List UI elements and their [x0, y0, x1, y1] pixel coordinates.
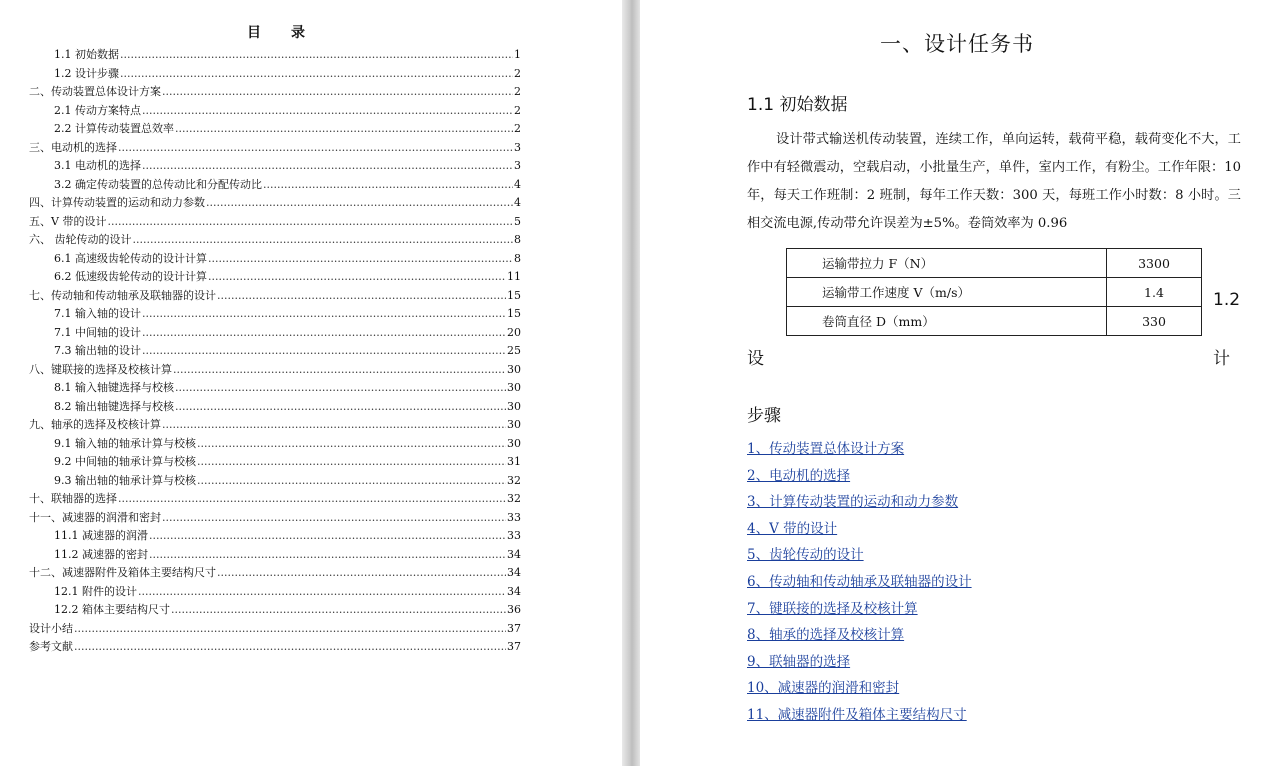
- toc-dot-leader: [149, 546, 506, 565]
- step-link[interactable]: 8、轴承的选择及校核计算: [747, 627, 905, 644]
- toc-dot-leader: [107, 213, 513, 232]
- toc-entry-text: 十、联轴器的选择: [29, 492, 117, 505]
- toc-dot-leader: [133, 231, 514, 250]
- step-link[interactable]: 10、减速器的润滑和密封: [747, 680, 900, 697]
- section-number-1-2: 1.2: [1213, 290, 1241, 310]
- toc-entry[interactable]: [29, 324, 521, 343]
- toc-entry[interactable]: [29, 305, 521, 324]
- toc-entry[interactable]: [29, 583, 521, 602]
- toc-dot-leader: [162, 509, 506, 528]
- toc-dot-leader: [162, 83, 513, 102]
- table-cell-value: 1.4: [1107, 278, 1202, 307]
- toc-entry[interactable]: [29, 157, 521, 176]
- toc-entry-text: 十一、减速器的润滑和密封: [29, 510, 161, 524]
- toc-dot-leader: [142, 102, 513, 121]
- section-heading-fragment: 设: [747, 349, 764, 369]
- page-gutter: [622, 0, 640, 766]
- toc-dot-leader: [142, 342, 506, 361]
- toc-dot-leader: [197, 435, 506, 454]
- toc-page-number: 15: [507, 288, 521, 302]
- steps-list: [747, 438, 972, 731]
- step-link[interactable]: 1、传动装置总体设计方案: [747, 441, 905, 457]
- toc-entry[interactable]: [29, 120, 521, 139]
- toc-dot-leader: [197, 472, 506, 491]
- table-cell-value: 3300: [1107, 249, 1202, 278]
- toc-entry[interactable]: [29, 435, 521, 454]
- toc-page-number: 30: [507, 362, 521, 376]
- toc-entry-text: 九、轴承的选择及校核计算: [29, 418, 161, 431]
- table-cell-value: 330: [1107, 307, 1202, 336]
- step-link[interactable]: 3、计算传动装置的运动和动力参数: [747, 494, 959, 511]
- toc-page-number: 2: [514, 122, 521, 135]
- toc-entry[interactable]: [29, 194, 521, 213]
- toc-page-number: 34: [507, 547, 521, 561]
- toc-dot-leader: [197, 453, 506, 472]
- toc-entry[interactable]: [29, 509, 521, 528]
- toc-entry[interactable]: [29, 398, 521, 417]
- toc-dot-leader: [138, 583, 506, 602]
- toc-entry-text: 七、传动轴和传动轴承及联轴器的设计: [29, 288, 216, 302]
- toc-entry-text: 1.2 设计步骤: [54, 66, 119, 80]
- toc-dot-leader: [120, 65, 513, 84]
- section-heading-1-1: 1.1 初始数据: [747, 95, 848, 115]
- toc-dot-leader: [175, 398, 506, 417]
- toc-page-number: 32: [507, 492, 521, 505]
- step-link[interactable]: 7、键联接的选择及校核计算: [747, 600, 918, 617]
- toc-entry[interactable]: [29, 46, 521, 65]
- toc-dot-leader: [74, 620, 506, 639]
- toc-page-number: 8: [514, 251, 521, 265]
- toc-entry-text: 7.1 输入轴的设计: [54, 307, 141, 320]
- toc-entry-text: 设计小结: [29, 621, 73, 635]
- toc-page-number: 2: [514, 103, 521, 117]
- toc-title: 目 录: [246, 25, 318, 41]
- toc-page-number: 30: [507, 436, 521, 450]
- toc-entry-text: 3.2 确定传动装置的总传动比和分配传动比: [54, 177, 262, 191]
- table-row: [787, 249, 1202, 278]
- toc-page-number: 3: [514, 140, 521, 154]
- toc-entry-text: 四、计算传动装置的运动和动力参数: [29, 196, 205, 209]
- doc-title: 一、设计任务书: [880, 32, 1034, 56]
- toc-entry[interactable]: [29, 176, 521, 195]
- toc-list: [29, 46, 521, 657]
- toc-entry-text: 2.1 传动方案特点: [54, 103, 141, 117]
- toc-entry-text: 9.3 输出轴的轴承计算与校核: [54, 473, 196, 487]
- toc-page-number: 34: [507, 566, 521, 579]
- toc-entry-text: 6.2 低速级齿轮传动的设计计算: [54, 270, 207, 283]
- toc-page-number: 31: [507, 455, 521, 468]
- toc-page-number: 2: [514, 85, 521, 98]
- table-row: [787, 278, 1202, 307]
- toc-entry[interactable]: [29, 213, 521, 232]
- table-cell-label: 卷筒直径 D（mm）: [787, 307, 1107, 336]
- toc-entry-text: 十二、减速器附件及箱体主要结构尺寸: [29, 566, 216, 579]
- step-link[interactable]: 9、联轴器的选择: [747, 653, 851, 670]
- toc-page-number: 25: [507, 344, 521, 357]
- section-heading-1-2: 步骤: [747, 406, 781, 426]
- toc-dot-leader: [118, 139, 513, 158]
- toc-entry[interactable]: [29, 65, 521, 84]
- toc-page-number: 36: [507, 603, 521, 616]
- toc-page-number: 8: [514, 233, 521, 246]
- toc-entry-text: 12.1 附件的设计: [54, 584, 137, 598]
- step-link[interactable]: 4、V 带的设计: [747, 520, 838, 537]
- toc-entry[interactable]: [29, 287, 521, 306]
- toc-entry[interactable]: [29, 472, 521, 491]
- toc-entry-text: 六、 齿轮传动的设计: [29, 233, 132, 246]
- parameter-table: [786, 248, 1202, 336]
- toc-entry-text: 9.2 中间轴的轴承计算与校核: [54, 455, 196, 468]
- toc-entry[interactable]: [29, 361, 521, 380]
- toc-entry[interactable]: [29, 564, 521, 583]
- toc-entry[interactable]: [29, 139, 521, 158]
- toc-page-number: 32: [507, 473, 521, 487]
- toc-entry-text: 7.1 中间轴的设计: [54, 325, 141, 339]
- toc-dot-leader: [74, 638, 506, 657]
- toc-entry-text: 11.2 减速器的密封: [54, 547, 148, 561]
- toc-page-number: 33: [507, 510, 521, 524]
- toc-page-number: 20: [507, 325, 521, 339]
- section-heading-fragment: 计: [1213, 349, 1230, 369]
- toc-entry[interactable]: [29, 601, 521, 620]
- toc-entry[interactable]: [29, 638, 521, 657]
- toc-entry-text: 三、电动机的选择: [29, 140, 117, 154]
- toc-page-number: 11: [507, 270, 521, 283]
- toc-entry[interactable]: [29, 250, 521, 269]
- toc-page-number: 4: [514, 177, 521, 191]
- toc-dot-leader: [206, 194, 513, 213]
- toc-page-number: 37: [507, 640, 521, 653]
- table-cell-label: 运输带拉力 F（N）: [787, 249, 1107, 278]
- toc-dot-leader: [208, 250, 513, 269]
- toc-entry[interactable]: [29, 342, 521, 361]
- toc-entry-text: 6.1 高速级齿轮传动的设计计算: [54, 251, 207, 265]
- toc-entry-text: 9.1 输入轴的轴承计算与校核: [54, 436, 196, 450]
- step-link[interactable]: 11、减速器附件及箱体主要结构尺寸: [747, 706, 967, 723]
- toc-entry-text: 11.1 减速器的润滑: [54, 529, 148, 542]
- toc-entry[interactable]: [29, 268, 521, 287]
- toc-entry-text: 八、键联接的选择及校核计算: [29, 362, 172, 376]
- toc-entry[interactable]: [29, 546, 521, 565]
- toc-dot-leader: [118, 490, 506, 509]
- toc-page-number: 4: [514, 196, 521, 209]
- toc-dot-leader: [142, 305, 506, 324]
- toc-page-number: 30: [507, 418, 521, 431]
- table-cell-label: 运输带工作速度 V（m/s）: [787, 278, 1107, 307]
- toc-page-number: 30: [507, 399, 521, 413]
- toc-dot-leader: [263, 176, 513, 195]
- toc-dot-leader: [142, 157, 513, 176]
- table-row: [787, 307, 1202, 336]
- toc-dot-leader: [149, 527, 506, 546]
- toc-entry-text: 1.1 初始数据: [54, 48, 119, 61]
- toc-dot-leader: [120, 46, 513, 65]
- task-paragraph: 设计带式输送机传动装置，连续工作，单向运转，载荷平稳，载荷变化不大，工作中有轻微震动，空载启动，小批量生产，单件，室内工作，有粉尘。工作年限：10 年，每天工作班制：2 班制，每年工作天数：300 天，每班工作小时数：8 小时。三相交流电源,传动带允许误差为±5%。卷筒效率为 0.96: [747, 132, 1241, 231]
- step-link[interactable]: 6、传动轴和传动轴承及联轴器的设计: [747, 573, 972, 590]
- toc-page-number: 37: [507, 621, 521, 635]
- step-link[interactable]: 2、电动机的选择: [747, 467, 851, 484]
- toc-dot-leader: [217, 287, 506, 306]
- toc-dot-leader: [162, 416, 506, 435]
- toc-entry[interactable]: [29, 379, 521, 398]
- toc-entry-text: 参考文献: [29, 640, 73, 653]
- toc-entry-text: 8.1 输入轴键选择与校核: [54, 381, 174, 394]
- toc-entry-text: 3.1 电动机的选择: [54, 159, 141, 172]
- toc-entry[interactable]: [29, 490, 521, 509]
- toc-entry[interactable]: [29, 416, 521, 435]
- toc-dot-leader: [217, 564, 506, 583]
- toc-page-number: 3: [514, 159, 521, 172]
- toc-entry[interactable]: [29, 453, 521, 472]
- toc-entry-text: 五、V 带的设计: [29, 214, 107, 228]
- toc-page-number: 5: [514, 214, 521, 228]
- toc-entry-text: 二、传动装置总体设计方案: [29, 85, 161, 98]
- toc-entry[interactable]: [29, 231, 521, 250]
- toc-dot-leader: [175, 120, 513, 139]
- toc-dot-leader: [142, 324, 506, 343]
- toc-page-number: 33: [507, 529, 521, 542]
- toc-entry-text: 12.2 箱体主要结构尺寸: [54, 603, 170, 616]
- toc-entry-text: 7.3 输出轴的设计: [54, 344, 141, 357]
- toc-page-number: 2: [514, 66, 521, 80]
- toc-dot-leader: [175, 379, 506, 398]
- step-link[interactable]: 5、齿轮传动的设计: [747, 547, 864, 564]
- toc-page-number: 34: [507, 584, 521, 598]
- toc-page-number: 15: [507, 307, 521, 320]
- toc-entry-text: 2.2 计算传动装置总效率: [54, 122, 174, 135]
- toc-entry[interactable]: [29, 620, 521, 639]
- toc-dot-leader: [173, 361, 506, 380]
- toc-dot-leader: [208, 268, 506, 287]
- toc-entry-text: 8.2 输出轴键选择与校核: [54, 399, 174, 413]
- toc-page-number: 30: [507, 381, 521, 394]
- toc-entry[interactable]: [29, 527, 521, 546]
- toc-entry[interactable]: [29, 83, 521, 102]
- toc-page-number: 1: [514, 48, 521, 61]
- toc-entry[interactable]: [29, 102, 521, 121]
- toc-dot-leader: [171, 601, 506, 620]
